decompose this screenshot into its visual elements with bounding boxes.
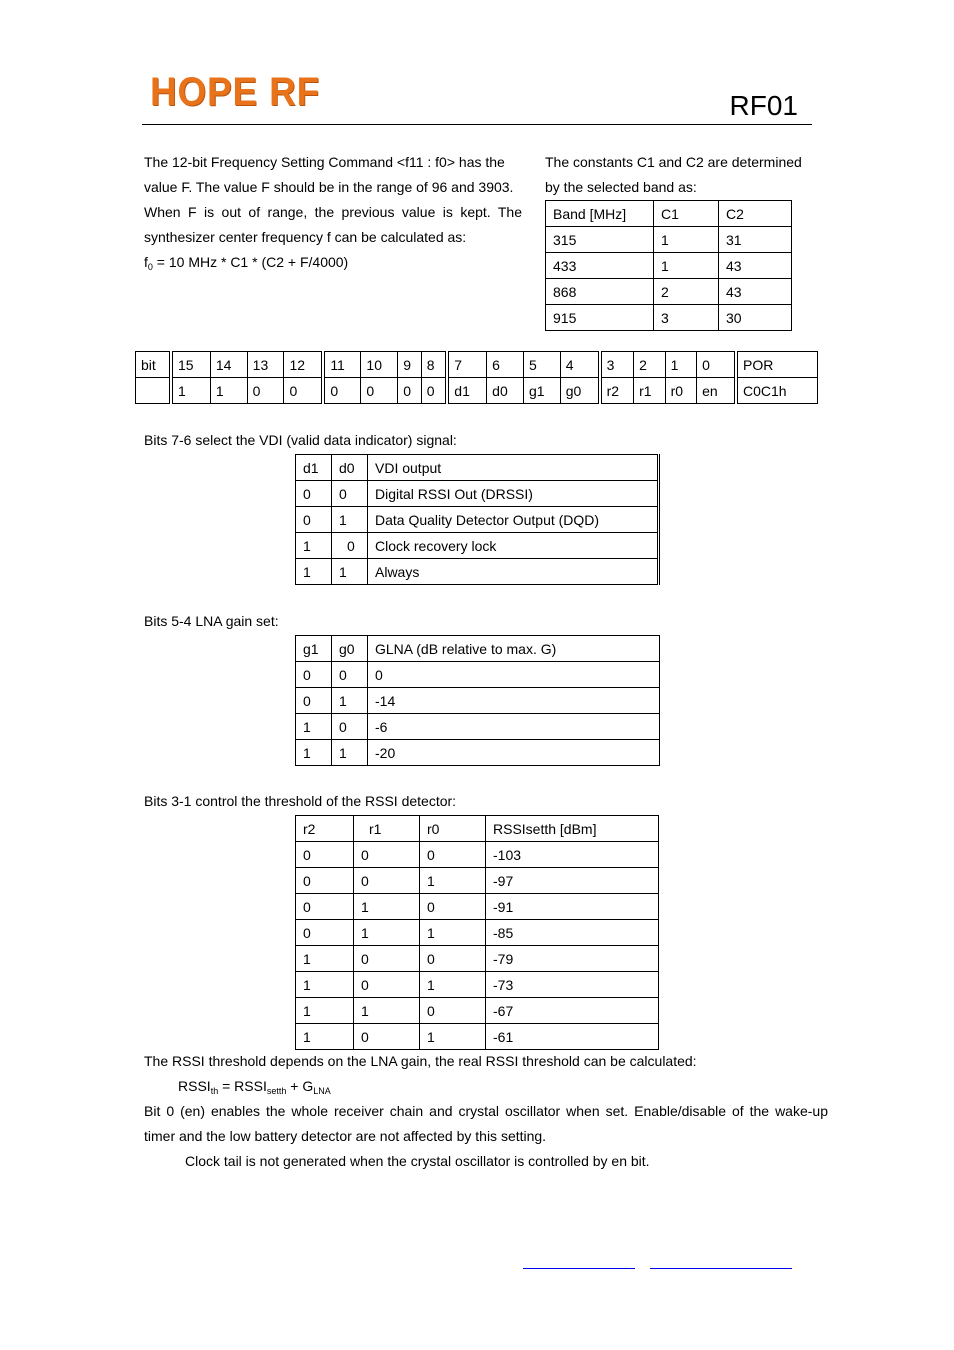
table-row: 0 0 1 -97 [296,868,659,894]
table-row: 0 1 1 -85 [296,920,659,946]
table-row: 1 1 -20 [296,740,660,766]
document-id: RF01 [729,90,798,121]
table-header-row: d1 d0 VDI output [296,455,659,481]
rssi-formula: $RSSI_{th}$ = $RSSI_{setth} + G_{LNA}$ [178,1078,331,1096]
table-header-row: r2 r1 r0 RSSIsetth [dBm] [296,816,659,842]
table-row: 1 0 -6 [296,714,660,740]
hope-rf-logo: HOPE RF [150,70,321,114]
constants-intro: The constants C1 and C2 are determined by the selected band as: [545,154,802,195]
frequency-intro [144,150,522,280]
frequency-formula: $f_0 = 10$ MHz * C1 * (C2 + F/4000) [144,254,349,272]
table-row: 1 0 1 -73 [296,972,659,998]
bit-index-row: bit 15 14 13 12 11 10 9 8 7 6 5 4 3 2 1 0 POR [136,352,818,378]
rssi-note: The RSSI threshold depends on the LNA gain, the real RSSI threshold can be calculated: [144,1053,697,1069]
clock-tail-note: Clock tail is not generated when the crystal oscillator is controlled by en bit. [185,1153,650,1169]
table-header-row: Band [MHz] C1 C2 [546,201,792,227]
vdi-table [295,454,660,585]
table-row: 868 2 43 [546,279,792,305]
table-row: 433 1 43 [546,253,792,279]
rssi-caption: Bits 3-1 control the threshold of the RSSI detector: [144,793,457,809]
intro-line: The 12-bit Frequency Setting Command <f11 : f0> has the [144,154,505,170]
table-row: 1 1 0 -67 [296,998,659,1024]
table-row: 0 1 0 -91 [296,894,659,920]
table-row: 915 3 30 [546,305,792,331]
lna-caption: Bits 5-4 LNA gain set: [144,613,279,629]
header-rule [142,124,812,125]
bit0-description: Bit 0 (en) enables the whole receiver chain and crystal oscillator when set. Enable/disable of the wake-up timer and the low battery detector are not affected by this setting. [144,1103,828,1144]
intro-line: synthesizer center frequency f can be calculated as: [144,229,467,245]
vdi-caption: Bits 7-6 select the VDI (valid data indicator) signal: [144,432,457,448]
table-header-row: g1 g0 GLNA (dB relative to max. G) [296,636,660,662]
bit-value-row: 1 1 0 0 0 0 0 0 d1 d0 g1 g0 r2 r1 r0 en C0C1h [136,378,818,404]
table-row: 0 0 Digital RSSI Out (DRSSI) [296,481,659,507]
table-row: 1 1 Always [296,559,659,585]
band-constants-table [545,200,792,331]
lna-gain-table [295,635,660,766]
rssi-threshold-table [295,815,659,1050]
table-row: 1 0 0 -79 [296,946,659,972]
table-row: 1 0 1 -61 [296,1024,659,1050]
table-row: 0 1 -14 [296,688,660,714]
intro-line: When F is out of range, the previous value is kept. The [144,204,522,220]
table-row: 0 1 Data Quality Detector Output (DQD) [296,507,659,533]
table-row: 315 1 31 [546,227,792,253]
table-row: 1 0 Clock recovery lock [296,533,659,559]
table-row: 0 0 0 -103 [296,842,659,868]
footer-link[interactable] [650,1268,792,1269]
table-row: 0 0 0 [296,662,660,688]
footer-link[interactable] [523,1268,635,1269]
bit-register-table [135,351,818,404]
intro-line: value F. The value F should be in the range of 96 and 3903. [144,179,514,195]
